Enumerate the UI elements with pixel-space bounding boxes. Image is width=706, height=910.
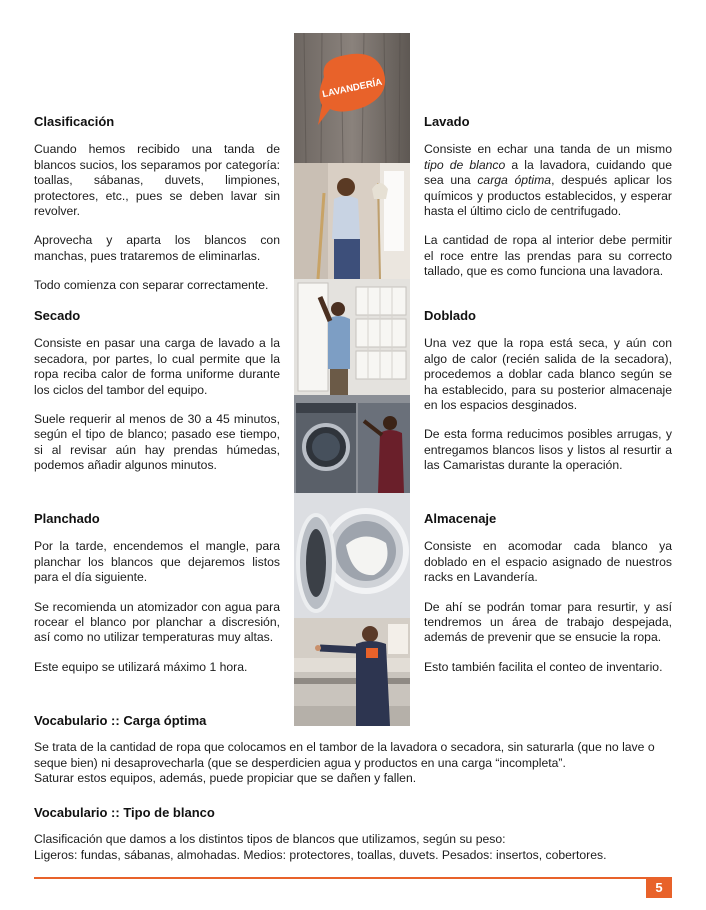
section-title: Secado bbox=[34, 308, 81, 323]
photo-worker-broom bbox=[294, 163, 410, 279]
photo-dryer bbox=[294, 493, 410, 618]
section-title: Almacenaje bbox=[424, 511, 497, 526]
section-title: Lavado bbox=[424, 114, 470, 129]
emphasis-carga-optima: carga óptima bbox=[477, 173, 552, 188]
photo-strip bbox=[294, 33, 410, 726]
vocab-tipo-de-blanco bbox=[34, 805, 676, 863]
vocab-carga-optima bbox=[34, 713, 676, 787]
paragraph: Una vez que la ropa está seca, y aún con algo de calor (recién salida de la secadora), procedemos a doblar cada blanco según se ha establecido, para su posterior almacenaje en los espacios desginados. bbox=[424, 336, 672, 413]
sign-text: LAVANDERÍA bbox=[321, 76, 384, 101]
paragraph: De ahí se podrán tomar para resurtir, y así tendremos un área de trabajo despejada, además de prevenir que se ensucie la ropa. bbox=[424, 599, 672, 645]
paragraph: Esto también facilita el conteo de inventario. bbox=[424, 659, 663, 674]
footer-divider bbox=[34, 877, 672, 879]
emphasis-tipo-de-blanco: tipo de blanco bbox=[424, 157, 506, 172]
section-planchado bbox=[34, 511, 280, 689]
section-title: Doblado bbox=[424, 308, 476, 323]
paragraph: Todo comienza con separar correctamente. bbox=[34, 278, 269, 293]
page-number: 5 bbox=[646, 878, 672, 898]
paragraph: Consiste en pasar una carga de lavado a la secadora, por partes, lo cual permite que la ropa reciba calor de forma uniforme durante los ciclos del tambor del equipo. bbox=[34, 336, 280, 397]
section-secado bbox=[34, 308, 280, 488]
photo-washing-machines bbox=[294, 395, 410, 493]
section-lavado bbox=[424, 114, 672, 294]
paragraph: De esta forma reducimos posibles arrugas, y entregamos blancos lisos y listos al resurtir a las Camaristas durante la operación. bbox=[424, 427, 672, 473]
paragraph: Consiste en acomodar cada blanco ya doblado en el espacio asignado de nuestros racks en Lavandería. bbox=[424, 539, 672, 585]
section-almacenaje bbox=[424, 511, 672, 689]
photo-shelves bbox=[294, 279, 410, 395]
paragraph: Suele requerir al menos de 30 a 45 minutos, según el tipo de blanco; pasado ese tiempo, si al revisar aún hay prendas húmedas, podemos añadir algunos minutos. bbox=[34, 412, 280, 473]
text-span: , después aplicar los químicos y productos establecidos, y esperar hasta el último ciclo de centrifugado. bbox=[424, 173, 673, 219]
section-clasificacion bbox=[34, 114, 280, 308]
vocab-text: Se trata de la cantidad de ropa que colocamos en el tambor de la lavadora o secadora, sin saturarla (que no lave o seque bien) ni desaprovecharla (que se desperdicien agua y productos en una carga “incompleta”. bbox=[34, 740, 655, 770]
paragraph: Cuando hemos recibido una tanda de blancos sucios, los separamos por categoría: toallas, sábanas, duvets, limpiones, protectores, etc., pues se deben lavar sin revolver. bbox=[34, 142, 280, 219]
paragraph: La cantidad de ropa al interior debe permitir el roce entre las prendas para su correcto tallado, que es como funciona una lavadora. bbox=[424, 233, 672, 279]
text-span: a la lavadora, cuidando que sea una bbox=[424, 157, 672, 188]
photo-worker-mangle bbox=[294, 618, 410, 726]
vocab-title: Vocabulario :: Tipo de blanco bbox=[34, 805, 215, 820]
paragraph bbox=[424, 142, 672, 219]
vocab-text: Clasificación que damos a los distintos tipos de blancos que utilizamos, según su peso: bbox=[34, 832, 506, 847]
vocab-title: Vocabulario :: Carga óptima bbox=[34, 713, 207, 728]
paragraph: Por la tarde, encendemos el mangle, para planchar los blancos que dejaremos listos para el día siguiente. bbox=[34, 539, 280, 585]
section-doblado bbox=[424, 308, 672, 488]
section-title: Planchado bbox=[34, 511, 100, 526]
vocab-text: Ligeros: fundas, sábanas, almohadas. Medios: protectores, toallas, duvets. Pesados: insertos, cobertores. bbox=[34, 847, 607, 862]
photo-laundry-sign bbox=[294, 33, 410, 163]
paragraph: Se recomienda un atomizador con agua para rocear el blanco por planchar a discresión, así como no utilizar temperaturas muy altas. bbox=[34, 599, 280, 645]
vocab-text: Saturar estos equipos, además, puede propiciar que se dañen y fallen. bbox=[34, 771, 417, 786]
paragraph: Este equipo se utilizará máximo 1 hora. bbox=[34, 659, 248, 674]
text-span: Consiste en echar una tanda de un mismo bbox=[424, 142, 672, 157]
paragraph: Aprovecha y aparta los blancos con manchas, pues trataremos de eliminarlas. bbox=[34, 233, 280, 263]
section-title: Clasificación bbox=[34, 114, 115, 129]
